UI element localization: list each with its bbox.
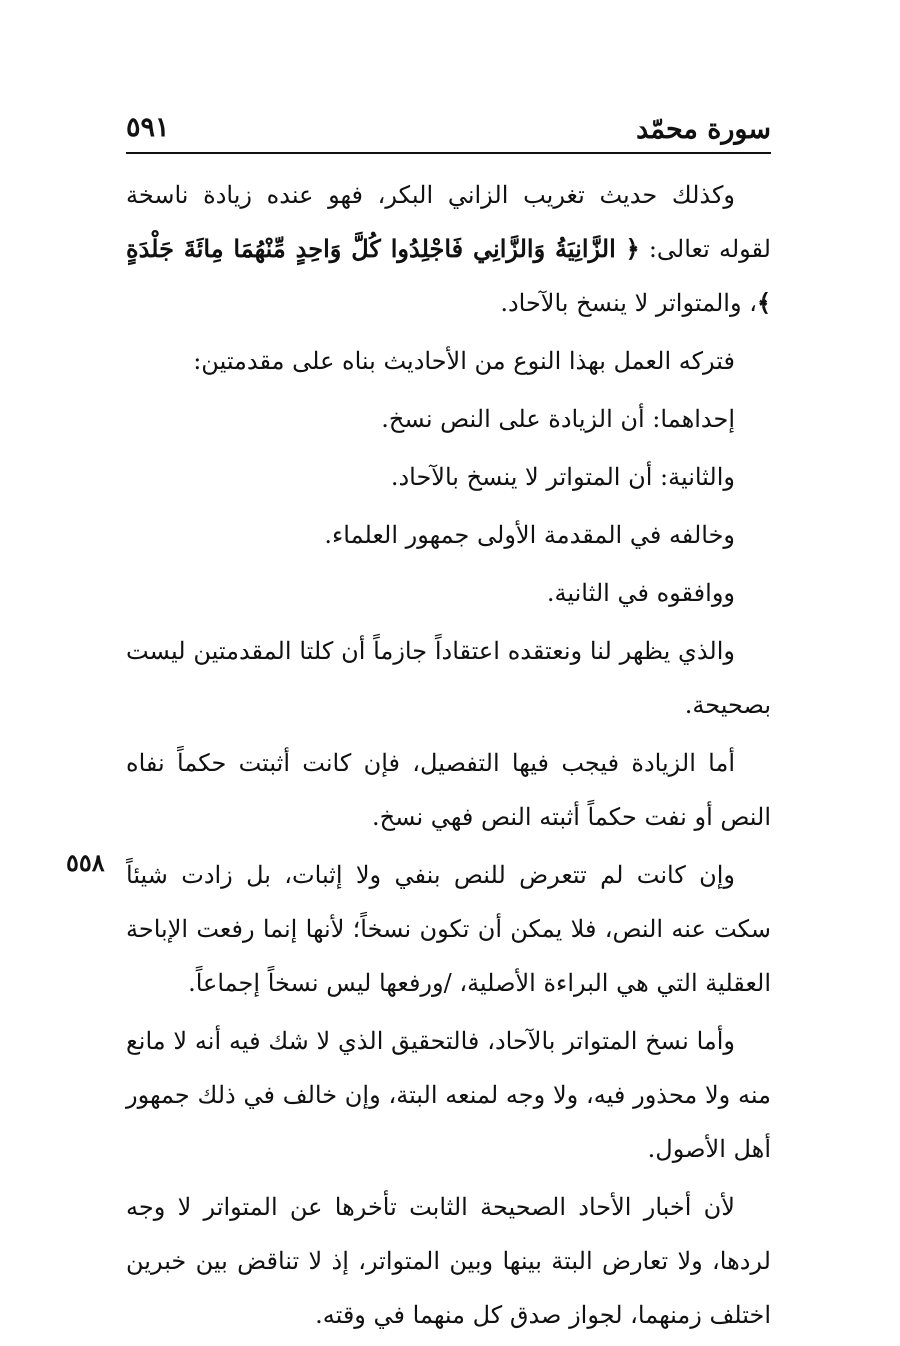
- body-text: [126, 168, 771, 1346]
- paragraph-1-end: ، والمتواتر لا ينسخ بالآحاد.: [500, 289, 757, 317]
- paragraph-6: ووافقوه في الثانية.: [546, 579, 735, 607]
- paragraph-9: وإن كانت لم تتعرض للنص بنفي ولا إثبات، بل زادت شيئاً سكت عنه النص، فلا يمكن أن تكون نسخاً؛ لأنها إنما رفعت الإباحة العقلية التي هي البراءة الأصلية، /ورفعها ليس نسخاً إجماعاً.: [126, 861, 771, 997]
- running-header: [126, 108, 771, 154]
- paragraph-7: والذي يظهر لنا ونعتقده اعتقاداً جازماً أن كلتا المقدمتين ليست بصحيحة.: [126, 637, 771, 719]
- surah-title: سورة محمّد: [636, 114, 771, 145]
- page-number: ٥٩١: [126, 112, 170, 143]
- paragraph-4: والثانية: أن المتواتر لا ينسخ بالآحاد.: [390, 463, 735, 491]
- paragraph-11: لأن أخبار الأحاد الصحيحة الثابت تأخرها عن المتواتر لا وجه لردها، ولا تعارض البتة بينها وبين المتواتر، إذ لا تناقض بين خبرين اختلف زمنهما، لجواز صدق كل منهما في وقته.: [126, 1193, 771, 1329]
- original-page-marker: ٥٥٨: [66, 848, 105, 877]
- paragraph-3: إحداهما: أن الزيادة على النص نسخ.: [381, 405, 735, 433]
- quran-verse: ﴿ الزَّانِيَةُ وَالزَّانِي فَاجْلِدُوا كُلَّ وَاحِدٍ مِّنْهُمَا مِائَةَ جَلْدَةٍ ﴾: [126, 234, 771, 317]
- paragraph-10: وأما نسخ المتواتر بالآحاد، فالتحقيق الذي لا شك فيه أنه لا مانع منه ولا محذور فيه، ولا وجه لمنعه البتة، وإن خالف في ذلك جمهور أهل الأصول.: [126, 1027, 771, 1163]
- paragraph-5: وخالفه في المقدمة الأولى جمهور العلماء.: [324, 521, 735, 549]
- paragraph-1: [126, 168, 771, 330]
- paragraph-1-intro: وكذلك حديث تغريب الزاني البكر، فهو عنده زيادة ناسخة لقوله تعالى:: [126, 181, 771, 263]
- paragraph-2: فتركه العمل بهذا النوع من الأحاديث بناه على مقدمتين:: [193, 347, 735, 375]
- paragraph-8: أما الزيادة فيجب فيها التفصيل، فإن كانت أثبتت حكماً نفاه النص أو نفت حكماً أثبته النص فهي نسخ.: [126, 749, 771, 831]
